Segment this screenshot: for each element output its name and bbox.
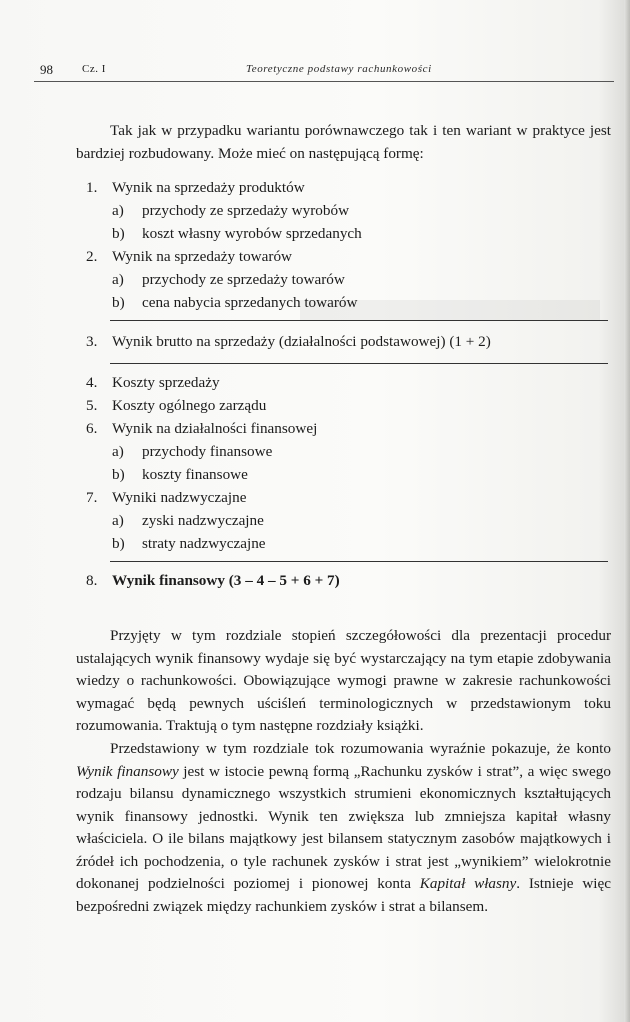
list-item: b) koszt własny wyrobów sprzedanych: [112, 225, 362, 242]
subtotal-rule: [110, 363, 608, 364]
total-rule: [110, 561, 608, 562]
list-item: 1. Wynik na sprzedaży produktów: [86, 179, 305, 196]
running-title: Teoretyczne podstawy rachunkowości: [246, 63, 432, 75]
header-divider: [34, 81, 614, 82]
running-header: [34, 62, 614, 82]
body-paragraph-2: Przedstawiony w tym rozdziale tok rozumowania wyraźnie pokazuje, że konto Wynik finansowy jest w istocie pewną formą „Rachunku zysków i strat”, a więc swego rodzaju bilansu dynamicznego wszystkich strumieni ekonomicznych kształtujących wynik finansowy jednostki. Wynik ten zwiększa lub zmniejsza kapitał własny właściciela. O ile bilans majątkowy jest bilansem statycznym zasobów majątkowych i źródeł ich pochodzenia, o tyle rachunek zysków i strat jest „wynikiem” wielokrotnie dokonanej podzielności poziomej i pionowej konta Kapitał własny. Istnieje więc bezpośredni związek między rachunkiem zysków i strat a bilansem.: [76, 740, 611, 915]
list-item: 8. Wynik finansowy (3 – 4 – 5 + 6 + 7): [86, 572, 340, 589]
list-item: a) przychody finansowe: [112, 443, 273, 460]
subtotal-rule: [110, 320, 608, 321]
page-edge-shadow: [624, 0, 630, 1022]
list-item: 6. Wynik na działalności finansowej: [86, 420, 318, 437]
list-item: 5. Koszty ogólnego zarządu: [86, 397, 267, 414]
final-result-line: [86, 569, 611, 592]
list-item: a) przychody ze sprzedaży wyrobów: [112, 202, 350, 219]
page-number: 98: [40, 62, 53, 77]
list-item: 2. Wynik na sprzedaży towarów: [86, 248, 293, 265]
list-item: a) przychody ze sprzedaży towarów: [112, 271, 345, 288]
intro-paragraph: Tak jak w przypadku wariantu porównawczego tak i ten wariant w praktyce jest bardziej rozbudowany. Może mieć on następującą formę:: [76, 122, 611, 162]
term-kapital-wlasny: Kapitał własny: [419, 875, 517, 892]
list-item: 7. Wyniki nadzwyczajne: [86, 489, 247, 506]
term-wynik-finansowy: Wynik finansowy: [76, 762, 179, 780]
list-item: 4. Koszty sprzedaży: [86, 374, 220, 391]
list-item: b) straty nadzwyczajne: [112, 535, 266, 552]
list-item: 3. Wynik brutto na sprzedaży (działalności podstawowej) (1 + 2): [86, 333, 491, 350]
body-paragraph-1: Przyjęty w tym rozdziale stopień szczegółowości dla prezentacji procedur ustalających wynik finansowy wydaje się być wystarczający na tym etapie zdobywania wiedzy o rachunkowości. Obowiązujące wymogi prawne w zakresie rachunkowości wymagać będą pewnych uściśleń terminologicznych w przedstawionym toku rozumowania. Traktują o tym następne rozdziały książki.: [76, 627, 611, 734]
chapter-label: Cz. I: [82, 63, 106, 75]
list-item: a) zyski nadzwyczajne: [112, 512, 264, 529]
cost-items-list: [86, 371, 611, 555]
list-item: b) koszty finansowe: [112, 466, 248, 483]
list-item: b) cena nabycia sprzedanych towarów: [112, 294, 358, 311]
result-structure-list: [86, 176, 611, 314]
gross-result-line: [86, 330, 611, 353]
